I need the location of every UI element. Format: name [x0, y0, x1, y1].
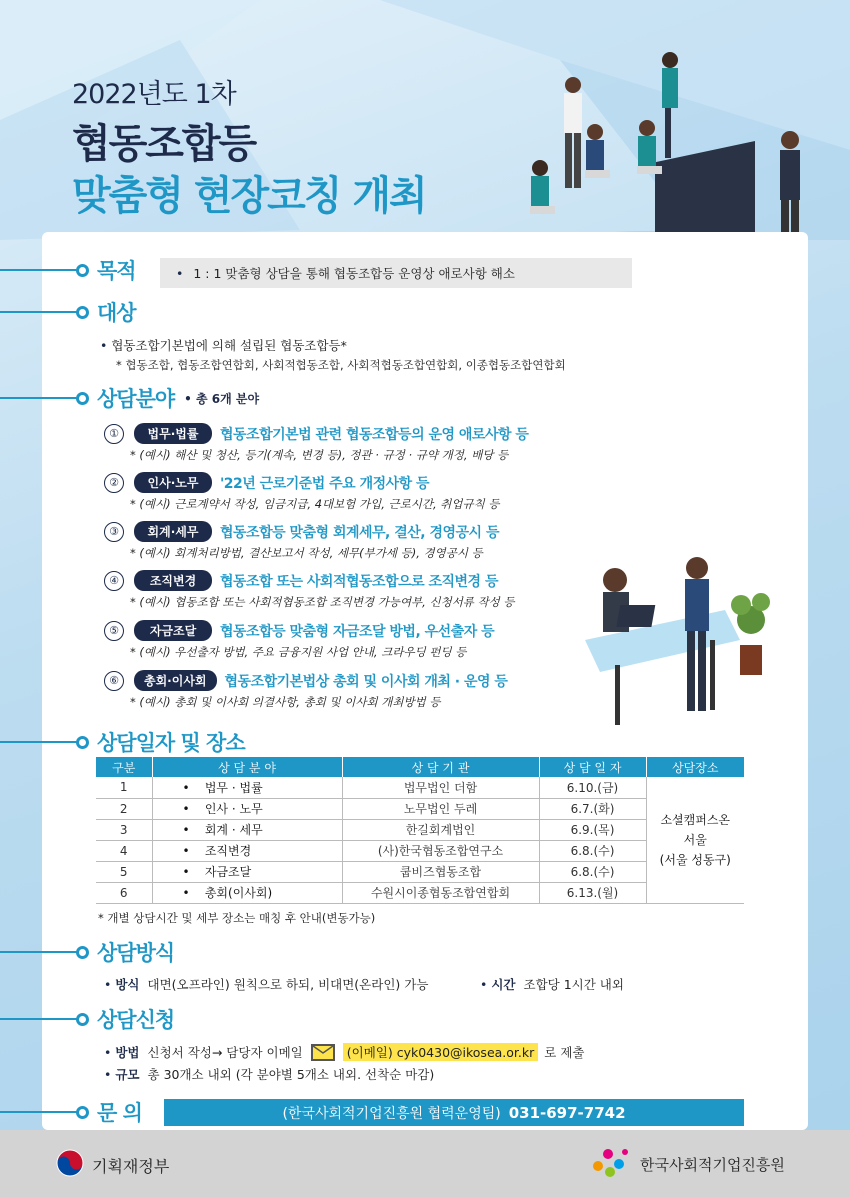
cell-org: 쿱비즈협동조합	[342, 861, 539, 882]
item-example: * (예시) 우선출자 방법, 주요 금융지원 사업 안내, 크라우딩 펀딩 등	[130, 645, 467, 659]
purpose-text: 1 : 1 맞춤형 상담을 통해 협동조합등 운영상 애로사항 해소	[193, 266, 515, 281]
field-item	[104, 570, 498, 591]
method-row: • 방식 대면(오프라인) 원칙으로 하되, 비대면(온라인) 가능	[104, 977, 429, 992]
time-label: 시간	[491, 977, 516, 992]
scale-label: 규모	[115, 1067, 140, 1082]
place-line: 서울	[683, 832, 707, 847]
place-line: 소셜캠퍼스온	[660, 812, 731, 827]
footer-right-text: 한국사회적기업진흥원	[640, 1156, 785, 1174]
field-text: 조직변경	[204, 844, 252, 858]
section-title: 상담분야	[97, 387, 175, 411]
cell-field: • 인사 · 노무	[152, 798, 342, 819]
item-number: ②	[104, 473, 124, 493]
field-item	[104, 670, 507, 691]
cell-field: • 조직변경	[152, 840, 342, 861]
email-icon	[311, 1044, 335, 1061]
schedule-table	[96, 757, 744, 904]
table-header: 상 담 기 관	[342, 757, 539, 777]
time-text: 조합당 1시간 내외	[523, 977, 624, 992]
cell-no: 4	[96, 840, 152, 861]
time-row: • 시간 조합당 1시간 내외	[480, 977, 624, 992]
field-item	[104, 423, 528, 444]
item-number: ①	[104, 424, 124, 444]
item-example: * (예시) 회계처리방법, 결산보고서 작성, 세무(부가세 등), 경영공시 등	[130, 546, 483, 560]
apply-text-suffix: 로 제출	[544, 1045, 585, 1060]
section-schedule	[0, 730, 245, 754]
item-example: * (예시) 해산 및 청산, 등기(계속, 변경 등), 정관 · 규정 · 규약 개정, 배당 등	[130, 448, 509, 462]
item-heading: 협동조합등 맞춤형 회계세무, 결산, 경영공시 등	[220, 524, 499, 541]
item-tag: 총회·이사회	[134, 670, 217, 691]
table-header: 구분	[96, 757, 152, 777]
target-line: • 협동조합기본법에 의해 설립된 협동조합등*	[100, 338, 347, 353]
cell-date: 6.8.(수)	[539, 840, 646, 861]
cell-field: • 회계 · 세무	[152, 819, 342, 840]
section-title: 상담방식	[97, 941, 175, 965]
contact-phone[interactable]: 031-697-7742	[508, 1103, 626, 1122]
section-purpose	[0, 258, 136, 282]
item-heading: 협동조합등 맞춤형 자금조달 방법, 우선출자 등	[220, 623, 495, 640]
cell-no: 1	[96, 777, 152, 798]
method-label: 방식	[115, 977, 140, 992]
item-number: ④	[104, 571, 124, 591]
purpose-box: • 1 : 1 맞춤형 상담을 통해 협동조합등 운영상 애로사항 해소	[160, 258, 632, 288]
apply-label: 방법	[115, 1045, 140, 1060]
field-text: 회계 · 세무	[204, 823, 263, 837]
section-apply	[0, 1007, 174, 1031]
cell-no: 3	[96, 819, 152, 840]
header-subtitle: 맞춤형 현장코칭 개최	[72, 173, 426, 219]
cell-field: • 자금조달	[152, 861, 342, 882]
method-text: 대면(오프라인) 원칙으로 하되, 비대면(온라인) 가능	[147, 977, 429, 992]
item-tag: 회계·세무	[134, 521, 212, 542]
target-text: 협동조합기본법에 의해 설립된 협동조합등*	[111, 338, 347, 353]
section-target	[0, 300, 136, 324]
cell-org: 노무법인 두레	[342, 798, 539, 819]
scale-text: 총 30개소 내외 (각 분야별 5개소 내외. 선착순 마감)	[147, 1067, 435, 1082]
cell-no: 2	[96, 798, 152, 819]
cell-date: 6.8.(수)	[539, 861, 646, 882]
item-number: ⑤	[104, 621, 124, 641]
cell-date: 6.13.(월)	[539, 882, 646, 903]
field-item	[104, 521, 499, 542]
consulting-illustration	[575, 550, 785, 730]
table-header: 상 담 분 야	[152, 757, 342, 777]
table-row	[96, 777, 744, 798]
table-header: 상담장소	[646, 757, 744, 777]
item-tag: 인사·노무	[134, 472, 212, 493]
apply-text: 신청서 작성→ 담당자 이메일	[147, 1045, 303, 1060]
item-heading: 협동조합기본법상 총회 및 이사회 개최 · 운영 등	[224, 673, 508, 690]
section-inquiry	[0, 1100, 142, 1124]
cell-date: 6.7.(화)	[539, 798, 646, 819]
section-title: 상담일자 및 장소	[97, 731, 245, 755]
item-number: ③	[104, 522, 124, 542]
item-heading: '22년 근로기준법 주요 개정사항 등	[220, 475, 430, 492]
target-note: * 협동조합, 협동조합연합회, 사회적협동조합, 사회적협동조합연합회, 이종협동조합연합회	[116, 358, 566, 372]
field-text: 법무 · 법률	[204, 780, 263, 795]
field-text: 총회(이사회)	[204, 886, 273, 900]
field-text: 인사 · 노무	[204, 802, 263, 816]
field-item	[104, 620, 494, 641]
section-fields	[0, 386, 259, 410]
cell-org: 수원시이종협동조합연합회	[342, 882, 539, 903]
cell-field: • 법무 · 법률	[152, 777, 342, 798]
cell-date: 6.9.(목)	[539, 819, 646, 840]
fields-total: • 총 6개 분야	[184, 391, 260, 406]
cell-field: • 총회(이사회)	[152, 882, 342, 903]
item-example: * (예시) 총회 및 이사회 의결사항, 총회 및 이사회 개최방법 등	[130, 695, 441, 709]
kosea-logo-icon	[590, 1144, 632, 1180]
cell-place	[646, 777, 744, 903]
item-tag: 조직변경	[134, 570, 212, 591]
section-title: 대상	[97, 301, 136, 325]
apply-scale-row: • 규모 총 30개소 내외 (각 분야별 5개소 내외. 선착순 마감)	[104, 1067, 435, 1082]
field-item	[104, 472, 429, 493]
moef-logo-icon	[55, 1148, 85, 1178]
section-title: 상담신청	[97, 1008, 175, 1032]
footer	[0, 1130, 850, 1197]
cell-org: 한길회계법인	[342, 819, 539, 840]
schedule-note: * 개별 상담시간 및 세부 장소는 매칭 후 안내(변동가능)	[98, 911, 376, 925]
item-example: * (예시) 근로계약서 작성, 임금지급, 4대보험 가입, 근로시간, 취업규칙 등	[130, 497, 500, 511]
item-heading: 협동조합기본법 관련 협동조합등의 운영 애로사항 등	[220, 426, 529, 443]
item-tag: 법무·법률	[134, 423, 212, 444]
apply-method-row: • 방법 신청서 작성→ 담당자 이메일 (이메일) cyk0430@ikosea.or.kr 로 제출	[104, 1044, 585, 1060]
item-tag: 자금조달	[134, 620, 212, 641]
item-number: ⑥	[104, 671, 124, 691]
contact-bar	[164, 1099, 744, 1126]
section-method	[0, 940, 174, 964]
cell-date: 6.10.(금)	[539, 777, 646, 798]
field-text: 자금조달	[204, 865, 252, 879]
cell-no: 6	[96, 882, 152, 903]
cell-no: 5	[96, 861, 152, 882]
cell-org: 법무법인 더함	[342, 777, 539, 798]
cell-org: (사)한국협동조합연구소	[342, 840, 539, 861]
header-title: 협동조합등	[72, 121, 256, 167]
footer-left-text: 기획재정부	[92, 1157, 170, 1176]
place-line: (서울 성동구)	[659, 852, 731, 867]
table-header: 상 담 일 자	[539, 757, 646, 777]
section-title: 목적	[97, 259, 136, 283]
email-address[interactable]: (이메일) cyk0430@ikosea.or.kr	[343, 1043, 539, 1061]
section-title: 문 의	[97, 1101, 142, 1125]
header-year: 2022년도 1차	[72, 79, 236, 110]
item-example: * (예시) 협동조합 또는 사회적협동조합 조직변경 가능여부, 신청서류 작성 등	[130, 595, 515, 609]
item-heading: 협동조합 또는 사회적협동조합으로 조직변경 등	[220, 573, 498, 590]
contact-org: (한국사회적기업진흥원 협력운영팀)	[282, 1105, 501, 1122]
